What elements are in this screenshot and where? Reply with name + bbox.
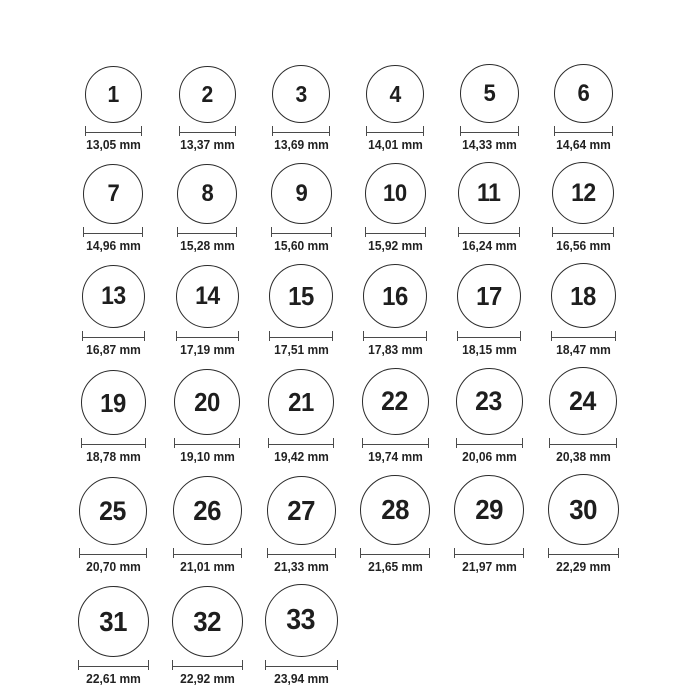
ring-size-item	[536, 64, 630, 153]
ring-size-circle	[269, 264, 333, 328]
measure-line-bar	[269, 444, 333, 445]
diameter-measure-line	[457, 331, 521, 341]
ring-size-item	[160, 66, 254, 153]
measure-line-bar	[80, 554, 146, 555]
ring-size-item	[66, 370, 160, 465]
ring-size-item	[536, 474, 630, 575]
ring-size-item	[348, 65, 442, 153]
measure-line-bar	[82, 444, 145, 445]
ring-size-number: 14	[194, 282, 220, 310]
ring-size-item	[160, 164, 254, 254]
diameter-measure-line	[267, 548, 336, 558]
measure-line-bar	[367, 132, 423, 133]
ring-size-circle	[363, 264, 427, 328]
ring-size-circle	[458, 162, 520, 224]
diameter-label: 21,97 mm	[461, 560, 517, 574]
ring-size-circle	[456, 368, 523, 435]
ring-size-circle	[365, 163, 426, 224]
ring-size-circle	[83, 164, 143, 224]
ring-size-number: 10	[383, 179, 407, 207]
ring-size-row	[66, 162, 630, 254]
ring-size-item	[254, 584, 348, 687]
diameter-measure-line	[552, 227, 614, 237]
ring-size-number: 12	[570, 178, 596, 207]
ring-size-number: 28	[381, 494, 409, 525]
diameter-label: 22,61 mm	[85, 672, 141, 686]
ring-size-item	[254, 369, 348, 465]
ring-size-circle	[268, 369, 334, 435]
measure-line-bar	[270, 337, 332, 338]
diameter-label: 21,33 mm	[273, 560, 329, 574]
diameter-measure-line	[271, 227, 332, 237]
ring-size-number: 17	[476, 281, 502, 311]
ring-size-circle	[177, 164, 237, 224]
diameter-label: 14,01 mm	[367, 138, 423, 152]
ring-size-item	[66, 66, 160, 153]
diameter-measure-line	[81, 438, 146, 448]
diameter-label: 19,74 mm	[367, 450, 423, 464]
diameter-measure-line	[177, 227, 237, 237]
ring-size-circle	[82, 265, 145, 328]
ring-size-item	[348, 264, 442, 358]
ring-size-item	[442, 64, 536, 153]
diameter-measure-line	[85, 126, 142, 136]
ring-size-circle	[173, 476, 242, 545]
diameter-label: 16,56 mm	[555, 239, 611, 253]
ring-size-circle	[272, 65, 330, 123]
ring-size-circle	[179, 66, 236, 123]
ring-size-number: 24	[569, 385, 597, 416]
measure-line-bar	[458, 337, 520, 338]
ring-size-number: 31	[99, 605, 127, 637]
ring-size-number: 21	[288, 387, 314, 417]
ring-size-circle	[267, 476, 336, 545]
measure-line-bar	[272, 233, 331, 234]
diameter-measure-line	[460, 126, 519, 136]
diameter-label: 16,24 mm	[461, 239, 517, 253]
diameter-measure-line	[82, 331, 145, 341]
ring-size-circle	[552, 162, 614, 224]
ring-size-number: 6	[577, 79, 589, 107]
diameter-measure-line	[83, 227, 143, 237]
diameter-measure-line	[272, 126, 330, 136]
ring-size-item	[442, 475, 536, 575]
measure-line-bar	[175, 444, 239, 445]
ring-size-item	[66, 586, 160, 687]
measure-line-bar	[455, 554, 523, 555]
diameter-label: 15,60 mm	[273, 239, 329, 253]
ring-size-number: 23	[475, 386, 503, 416]
diameter-label: 13,05 mm	[85, 138, 141, 152]
measure-line-bar	[173, 666, 242, 667]
ring-size-item	[254, 476, 348, 575]
measure-line-bar	[364, 337, 426, 338]
diameter-measure-line	[548, 548, 619, 558]
diameter-measure-line	[363, 331, 427, 341]
ring-size-circle	[554, 64, 613, 123]
diameter-measure-line	[360, 548, 430, 558]
diameter-label: 19,42 mm	[273, 450, 329, 464]
ring-size-row	[66, 263, 630, 358]
measure-line-bar	[83, 337, 144, 338]
diameter-label: 16,87 mm	[85, 343, 141, 357]
measure-line-bar	[177, 337, 238, 338]
diameter-measure-line	[174, 438, 240, 448]
diameter-label: 17,51 mm	[273, 343, 329, 357]
ring-size-row	[66, 474, 630, 575]
diameter-label: 14,33 mm	[461, 138, 517, 152]
diameter-label: 15,28 mm	[179, 239, 235, 253]
diameter-measure-line	[549, 438, 617, 448]
ring-size-item	[66, 265, 160, 358]
ring-size-row	[66, 367, 630, 465]
ring-size-item	[254, 264, 348, 358]
diameter-label: 13,37 mm	[179, 138, 235, 152]
diameter-label: 22,29 mm	[555, 560, 611, 574]
ring-size-circle	[81, 370, 146, 435]
measure-line-bar	[84, 233, 142, 234]
ring-size-number: 13	[100, 282, 126, 310]
ring-size-item	[348, 368, 442, 465]
ring-size-item	[66, 164, 160, 254]
diameter-label: 22,92 mm	[179, 672, 235, 686]
measure-line-bar	[555, 132, 612, 133]
ring-size-number: 22	[381, 386, 409, 416]
measure-line-bar	[363, 444, 428, 445]
measure-line-bar	[552, 337, 615, 338]
measure-line-bar	[268, 554, 335, 555]
ring-size-number: 4	[389, 80, 401, 107]
ring-size-circle	[174, 369, 240, 435]
ring-size-circle	[176, 265, 239, 328]
measure-line-bar	[459, 233, 519, 234]
ring-size-number: 29	[475, 494, 503, 525]
ring-size-circle	[551, 263, 616, 328]
diameter-measure-line	[362, 438, 429, 448]
ring-size-circle	[549, 367, 617, 435]
ring-size-circle	[454, 475, 524, 545]
diameter-label: 21,01 mm	[179, 560, 235, 574]
ring-size-item	[160, 586, 254, 687]
diameter-measure-line	[365, 227, 426, 237]
measure-line-bar	[174, 554, 241, 555]
ring-size-number: 7	[107, 180, 119, 207]
ring-size-circle	[360, 475, 430, 545]
ring-size-item	[160, 476, 254, 575]
ring-size-number: 1	[107, 81, 119, 107]
ring-size-circle	[79, 477, 147, 545]
ring-size-number: 11	[477, 178, 501, 207]
ring-size-number: 2	[201, 81, 213, 107]
ring-size-number: 20	[194, 387, 220, 417]
ring-size-circle	[265, 584, 338, 657]
ring-size-item	[536, 162, 630, 254]
ring-size-number: 25	[99, 495, 127, 526]
ring-size-item	[348, 163, 442, 254]
measure-line-bar	[178, 233, 236, 234]
measure-line-bar	[366, 233, 425, 234]
ring-size-row	[66, 584, 630, 687]
diameter-label: 15,92 mm	[367, 239, 423, 253]
measure-line-bar	[79, 666, 148, 667]
ring-size-row	[66, 64, 630, 153]
ring-size-item	[442, 264, 536, 358]
measure-line-bar	[361, 554, 429, 555]
diameter-measure-line	[179, 126, 236, 136]
diameter-label: 18,15 mm	[461, 343, 517, 357]
measure-line-bar	[553, 233, 613, 234]
ring-size-number: 3	[295, 80, 307, 107]
diameter-measure-line	[551, 331, 616, 341]
ring-size-number: 15	[288, 281, 314, 311]
ring-size-item	[442, 162, 536, 254]
diameter-measure-line	[176, 331, 239, 341]
ring-size-circle	[457, 264, 521, 328]
ring-size-item	[536, 263, 630, 358]
ring-size-number: 9	[295, 179, 307, 207]
diameter-label: 19,10 mm	[179, 450, 235, 464]
ring-size-item	[536, 367, 630, 465]
diameter-measure-line	[458, 227, 520, 237]
measure-line-bar	[457, 444, 522, 445]
ring-size-number: 19	[100, 387, 126, 418]
ring-size-item	[254, 65, 348, 153]
diameter-measure-line	[554, 126, 613, 136]
ring-size-item	[160, 369, 254, 465]
ring-size-circle	[85, 66, 142, 123]
measure-line-bar	[461, 132, 518, 133]
diameter-measure-line	[269, 331, 333, 341]
diameter-measure-line	[265, 660, 338, 670]
ring-size-item	[348, 475, 442, 575]
diameter-label: 17,83 mm	[367, 343, 423, 357]
measure-line-bar	[180, 132, 235, 133]
ring-size-number: 18	[570, 280, 596, 311]
diameter-label: 23,94 mm	[273, 672, 329, 686]
ring-size-number: 32	[193, 605, 221, 637]
diameter-label: 17,19 mm	[179, 343, 235, 357]
diameter-label: 14,64 mm	[555, 138, 611, 152]
ring-size-number: 26	[193, 494, 221, 526]
ring-size-circle	[78, 586, 149, 657]
ring-size-item	[254, 163, 348, 254]
ring-size-number: 27	[287, 494, 315, 526]
ring-size-circle	[366, 65, 424, 123]
ring-size-circle	[362, 368, 429, 435]
ring-size-circle	[271, 163, 332, 224]
ring-size-item	[66, 477, 160, 575]
ring-size-number: 33	[286, 604, 316, 636]
ring-size-number: 8	[201, 180, 213, 207]
diameter-label: 14,96 mm	[85, 239, 141, 253]
ring-size-item	[160, 265, 254, 358]
diameter-measure-line	[79, 548, 147, 558]
ring-size-circle	[172, 586, 243, 657]
diameter-label: 20,70 mm	[85, 560, 141, 574]
ring-size-circle	[548, 474, 619, 545]
measure-line-bar	[266, 666, 337, 667]
diameter-measure-line	[454, 548, 524, 558]
measure-line-bar	[86, 132, 141, 133]
diameter-label: 18,47 mm	[555, 343, 611, 357]
measure-line-bar	[550, 444, 616, 445]
diameter-measure-line	[366, 126, 424, 136]
diameter-label: 20,38 mm	[555, 450, 611, 464]
measure-line-bar	[273, 132, 329, 133]
diameter-measure-line	[173, 548, 242, 558]
measure-line-bar	[549, 554, 618, 555]
diameter-label: 18,78 mm	[85, 450, 141, 464]
ring-size-item	[442, 368, 536, 465]
ring-size-number: 16	[382, 281, 408, 311]
diameter-label: 13,69 mm	[273, 138, 329, 152]
diameter-measure-line	[268, 438, 334, 448]
diameter-measure-line	[456, 438, 523, 448]
ring-size-number: 5	[483, 79, 495, 107]
ring-size-number: 30	[569, 493, 597, 525]
ring-size-circle	[460, 64, 519, 123]
diameter-label: 20,06 mm	[461, 450, 517, 464]
diameter-measure-line	[172, 660, 243, 670]
diameter-measure-line	[78, 660, 149, 670]
diameter-label: 21,65 mm	[367, 560, 423, 574]
